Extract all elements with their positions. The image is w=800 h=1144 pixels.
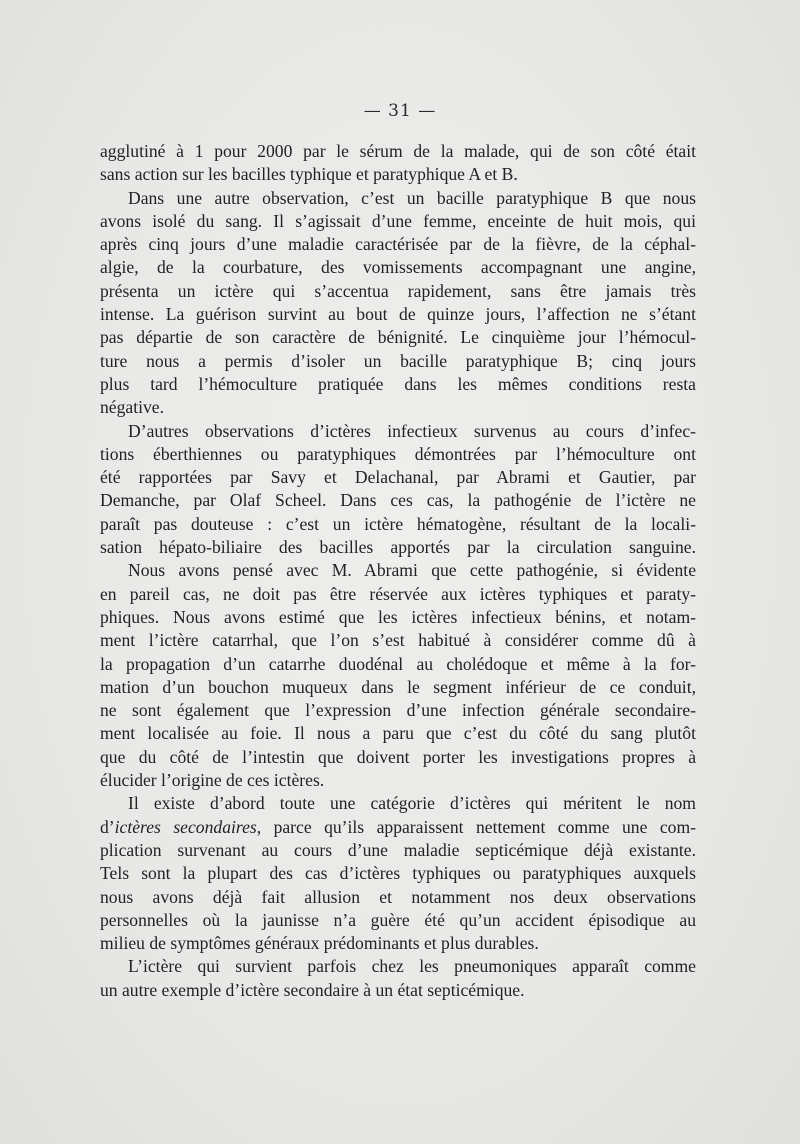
text-line: milieu de symptômes généraux prédominants et plus durables. <box>100 933 539 954</box>
page-number: — 31 — <box>363 101 437 121</box>
text-line: Tels sont la plupart des cas d’ictères typhiques ou paratyphiques auxquels <box>100 863 696 884</box>
text-line: algie, de la courbature, des vomissements accompagnant une angine, <box>100 257 696 278</box>
text-line: la propagation d’un catarrhe duodénal au cholédoque et même à la for- <box>100 653 696 674</box>
text-line: personnelles où la jaunisse n’a guère été qu’un accident épisodique au <box>100 909 696 930</box>
text-line: phiques. Nous avons estimé que les ictères infectieux bénins, et notam- <box>100 606 696 627</box>
text-line: été rapportées par Savy et Delachanal, par Abrami et Gautier, par <box>100 467 696 488</box>
text-line: D’autres observations d’ictères infectieux survenus au cours d’infec- <box>128 420 696 441</box>
text-line: négative. <box>100 397 164 418</box>
text-segment: , parce qu’ils apparaissent nettement comme une com- <box>256 816 696 837</box>
text-line: Dans une autre observation, c’est un bacille paratyphique B que nous <box>128 187 696 208</box>
text-line: plication survenant au cours d’une maladie septicémique déjà existante. <box>100 839 696 860</box>
text-line: ment localisée au foie. Il nous a paru que c’est du côté du sang plutôt <box>100 723 696 744</box>
text-line: nous avons déjà fait allusion et notamment nos deux observations <box>100 886 696 907</box>
text-line: élucider l’origine de ces ictères. <box>100 770 325 791</box>
text-line: paraît pas douteuse : c’est un ictère hématogène, résultant de la locali- <box>100 513 696 534</box>
text-line: ment l’ictère catarrhal, que l’on s’est habitué à considérer comme dû à <box>100 630 696 651</box>
text-line: Nous avons pensé avec M. Abrami que cette pathogénie, si évidente <box>128 560 696 581</box>
text-line: présenta un ictère qui s’accentua rapidement, sans être jamais très <box>100 280 696 301</box>
text-line: Il existe d’abord toute une catégorie d’ictères qui méritent le nom <box>128 793 696 814</box>
text-line: mation d’un bouchon muqueux dans le segment inférieur de ce conduit, <box>100 676 696 697</box>
text-line: avons isolé du sang. Il s’agissait d’une femme, enceinte de huit mois, qui <box>100 210 696 231</box>
text-line: en pareil cas, ne doit pas être réservée aux ictères typhiques et paraty- <box>100 583 696 604</box>
text-line: tions éberthiennes ou paratyphiques démontrées par l’hémoculture ont <box>100 443 696 464</box>
text-segment: d’ <box>100 816 115 837</box>
text-line: sans action sur les bacilles typhique et paratyphique A et B. <box>100 164 518 185</box>
text-line: intense. La guérison survint au bout de quinze jours, l’affection ne s’étant <box>100 304 696 325</box>
text-line: Demanche, par Olaf Scheel. Dans ces cas, la pathogénie de l’ictère ne <box>100 490 696 511</box>
text-line: plus tard l’hémoculture pratiquée dans les mêmes conditions resta <box>100 373 696 394</box>
text-line <box>100 816 696 839</box>
text-line: après cinq jours d’une maladie caractérisée par de la fièvre, de la céphal- <box>100 234 696 255</box>
text-line: ture nous a permis d’isoler un bacille paratyphique B; cinq jours <box>100 350 696 371</box>
text-line: pas départie de son caractère de bénignité. Le cinquième jour l’hémocul- <box>100 327 696 348</box>
italic-term: ictères secondaires <box>114 816 257 837</box>
text-line: sation hépato-biliaire des bacilles apportés par la circulation sanguine. <box>100 537 696 558</box>
text-line: agglutiné à 1 pour 2000 par le sérum de la malade, qui de son côté était <box>100 141 696 161</box>
text-line: ne sont également que l’expression d’une infection générale secondaire- <box>100 700 696 721</box>
text-line: que du côté de l’intestin que doivent porter les investigations propres à <box>100 746 696 767</box>
text-line: L’ictère qui survient parfois chez les pneumoniques apparaît comme <box>128 956 696 977</box>
body-text <box>100 140 696 1002</box>
text-line: un autre exemple d’ictère secondaire à un état septicémique. <box>100 979 525 1000</box>
